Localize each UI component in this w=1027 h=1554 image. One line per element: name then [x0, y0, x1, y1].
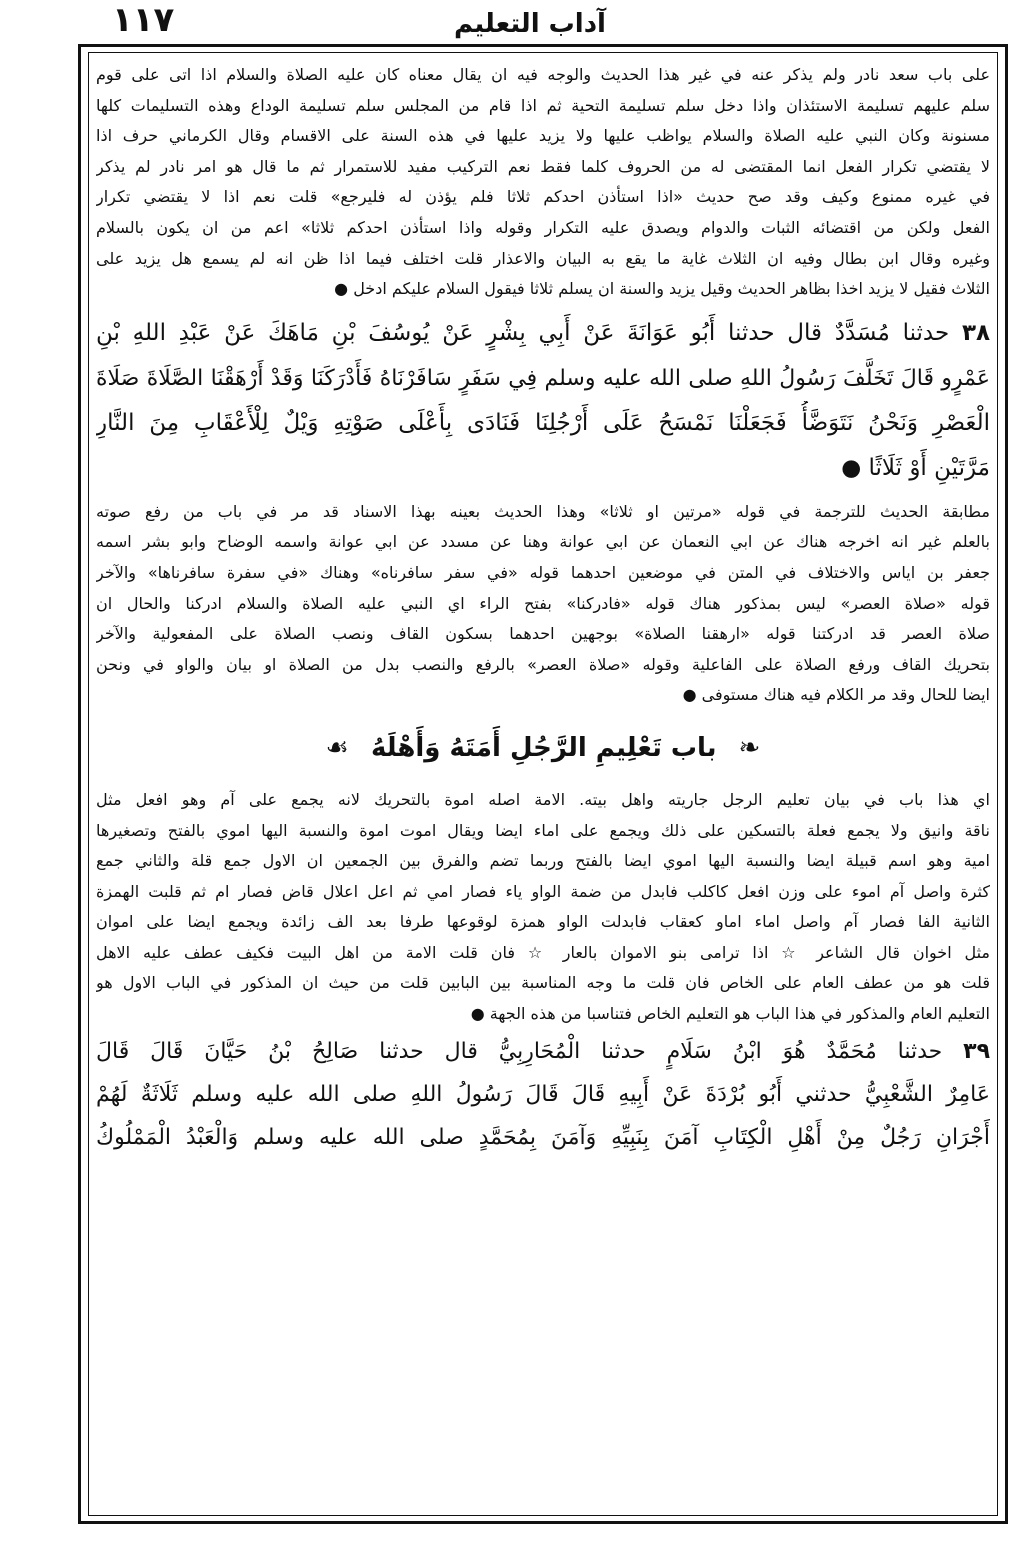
hadith-number: ٣٨: [961, 319, 990, 346]
commentary-line: بتحريك القاف ورفع الصلاة على الفاعلية وقوله «صلاة العصر» بالرفع والنصب بدل من الصلاة او بيان والواو في ونحن: [96, 654, 990, 674]
commentary-line: اي هذا باب في بيان تعليم الرجل جاريته واهل بيته. الامة اصله اموة بالتحريك لانه يجمع على آم وهو افعل مثل: [96, 789, 990, 809]
commentary-line: جعفر بن اياس والاختلاف في المتن في موضعين احدهما قوله «في سفر سافرناه» وهناك «في سفرة سافرناها» والآخر: [96, 562, 990, 582]
hadith-text: حدثنا مُحَمَّدٌ هُوَ ابْنُ سَلَامٍ حدثنا الْمُحَارِبِيُّ قال حدثنا صَالِحُ بْنُ حَيَّانَ قَالَ قَالَ: [96, 1038, 943, 1064]
commentary-line: مطابقة الحديث للترجمة في قوله «مرتين او ثلاثا» وهذا الحديث بعينه بهذا الاسناد قد مر في باب من رفع صوته: [96, 501, 990, 521]
hadith-line: الْعَصْرِ وَنَحْنُ نَتَوَضَّأُ فَجَعَلْنَا نَمْسَحُ عَلَى أَرْجُلِنَا فَنَادَى بِأَعْلَى صَوْتِهِ وَيْلٌ لِلْأَعْقَابِ مِنَ النَّارِ: [96, 409, 990, 436]
commentary-line: وغيره وقال ابن بطال وفيه ان الثلاث غاية ما يقع به البيان والاعذار قلت اختلف فيما اذا ظن انه لم يسمع هل يزيد على: [96, 248, 990, 268]
commentary-line: كثرة واصل آم اموء على وزن افعل كاكلب فابدل من ضمة الواو ياء فصار امي ثم اعل اعلال قاض فصار ام ثم قلبت الهمزة: [96, 881, 990, 901]
commentary-line: ناقة وانيق ولا يجمع فعلة بالتسكين على ذلك ويجمع على اماء ايضا ويقال اموت اموة والنسبة اليها اموي بالفتح وتصغيرها: [96, 820, 990, 840]
running-title: آداب التعليم: [454, 9, 606, 39]
page-number: ١١٧: [112, 0, 175, 40]
commentary-block-1: [96, 60, 990, 305]
commentary-block-3: [96, 785, 990, 1030]
hadith-number: ٣٩: [963, 1038, 990, 1064]
hadith-line: [96, 311, 990, 356]
commentary-line: صلاة العصر قد ادركتنا قوله «ارهقنا الصلاة» بوجهين احدهما بسكون القاف ونصب الصلاة على المفعولية والآخر: [96, 624, 990, 644]
commentary-line: قوله «صلاة العصر» ليس بمذكور هناك قوله «فادركنا» بفتح الراء اي النبي عليه الصلاة والسلام ادركنا والحال ان: [96, 593, 990, 613]
commentary-line: مسنونة وكان النبي عليه الصلاة والسلام يواظب عليها ولا يزيد عليها في هذه السنة على الاقسام وقال الكرماني حرف اذا: [96, 126, 990, 146]
commentary-line: ايضا للحال وقد مر الكلام فيه هناك مستوفى ●: [682, 685, 990, 705]
hadith-text: حدثنا مُسَدَّدٌ قال حدثنا أَبُو عَوَانَةَ عَنْ أَبِي بِشْرٍ عَنْ يُوسُفَ بْنِ مَاهَكَ عَنْ عَبْدِ اللهِ بْنِ: [96, 319, 950, 346]
hadith-38: [96, 311, 990, 491]
commentary-line: التعليم العام والمذكور في هذا الباب هو التعليم الخاص فتناسبا من هذه الجهة ●: [470, 1004, 990, 1024]
hadith-39: [96, 1030, 990, 1159]
commentary-line: على باب سعد نادر ولم يذكر عنه في غير هذا الحديث والوجه فيه ان يقال معناه كان عليه الصلاة والسلام اذا اتى على قوم: [96, 65, 990, 84]
hadith-line: أَجْرَانِ رَجُلٌ مِنْ أَهْلِ الْكِتَابِ آمَنَ بِنَبِيِّهِ وَآمَنَ بِمُحَمَّدٍ صلى الله عليه وسلم وَالْعَبْدُ الْمَمْلُوكُ: [96, 1124, 990, 1150]
hadith-line: عَمْرٍو قَالَ تَخَلَّفَ رَسُولُ اللهِ صلى الله عليه وسلم فِي سَفَرٍ سَافَرْنَاهُ فَأَدْرَكَنَا وَقَدْ أَرْهَقْنَا الصَّلَاةَ صَلَاةَ: [96, 365, 990, 391]
hadith-line: عَامِرٌ الشَّعْبِيُّ حدثني أَبُو بُرْدَةَ عَنْ أَبِيهِ قَالَ قَالَ رَسُولُ اللهِ صلى الله عليه وسلم ثَلَاثَةٌ لَهُمْ: [96, 1081, 990, 1107]
commentary-line: بالعلم غير انه اخرجه هناك عن ابي النعمان عن ابي عوانة وهنا عن مسدد عن ابي عوانة واسمه الوضاح وابو بشر اسمه: [96, 532, 990, 552]
hadith-line: [96, 1030, 990, 1073]
commentary-block-2: [96, 497, 990, 711]
commentary-line: الثانية الفا فصار آم واصل اماء اماو كعقاب فابدلت الواو همزة لوقوعها طرفا بعد الف زائدة ويجمع ايضا على اموان: [96, 912, 990, 932]
commentary-line: قلت هو من عطف العام على الخاص فان قلت ما وجه المناسبة بين البابين قلت من حيث ان المذكور في الباب الاول هو: [96, 973, 990, 993]
commentary-line: الفعل ولكن من اقتضائه الثبات والدوام ويصدق عليه التكرار وقوله واذا استأذن احدكم ثلاثا» اعم من ان يكون بالسلام: [96, 217, 990, 237]
page-body: [96, 60, 990, 1159]
hadith-line: مَرَّتَيْنِ أَوْ ثَلَاثًا ●: [841, 454, 990, 481]
chapter-title: باب تَعْلِيمِ الرَّجُلِ أَمَتَهُ وَأَهْلَهُ: [370, 732, 717, 763]
commentary-line: سلم عليهم تسليمة الاستئذان واذا دخل سلم تسليمة التحية ثم اذا قام من المجلس سلم تسليمة الوداع وهذه التسليمات كلها: [96, 95, 990, 115]
commentary-line: لا يقتضي تكرار الفعل انما المقتضى له من الحروف كلما فقط نعم التركيب مفيد للاستمرار ثم ما قال هو امر نادر لم يذكر: [96, 156, 990, 176]
commentary-line: الثلاث فقيل لا يزيد اخذا بظاهر الحديث وقيل يزيد والسنة ان يسلم ثلاثا فيقول السلام عليكم ادخل ●: [334, 279, 990, 299]
ornament-left-icon: ☙: [325, 732, 349, 763]
commentary-line: مثل اخوان قال الشاعر ☆ اذا ترامى بنو الاموان بالعار ☆ فان قلت الامة من اهل البيت فكيف عطف عليه الاهل: [96, 942, 990, 962]
commentary-line: في غيره ممنوع وكيف وقد صح حديث «اذا استأذن احدكم ثلاثا فلم يؤذن له فليرجع» قلت نعم اذا لا يقتضي تكرار: [96, 187, 990, 207]
chapter-heading: [96, 711, 990, 785]
commentary-line: امية وهو اسم قبيلة ايضا والنسبة اليها اموي ايضا بالفتح وربما تضم والفرق بين الجمعين ان الاول جمع قلة والثاني جمع: [96, 851, 990, 871]
ornament-right-icon: ❧: [738, 732, 761, 763]
